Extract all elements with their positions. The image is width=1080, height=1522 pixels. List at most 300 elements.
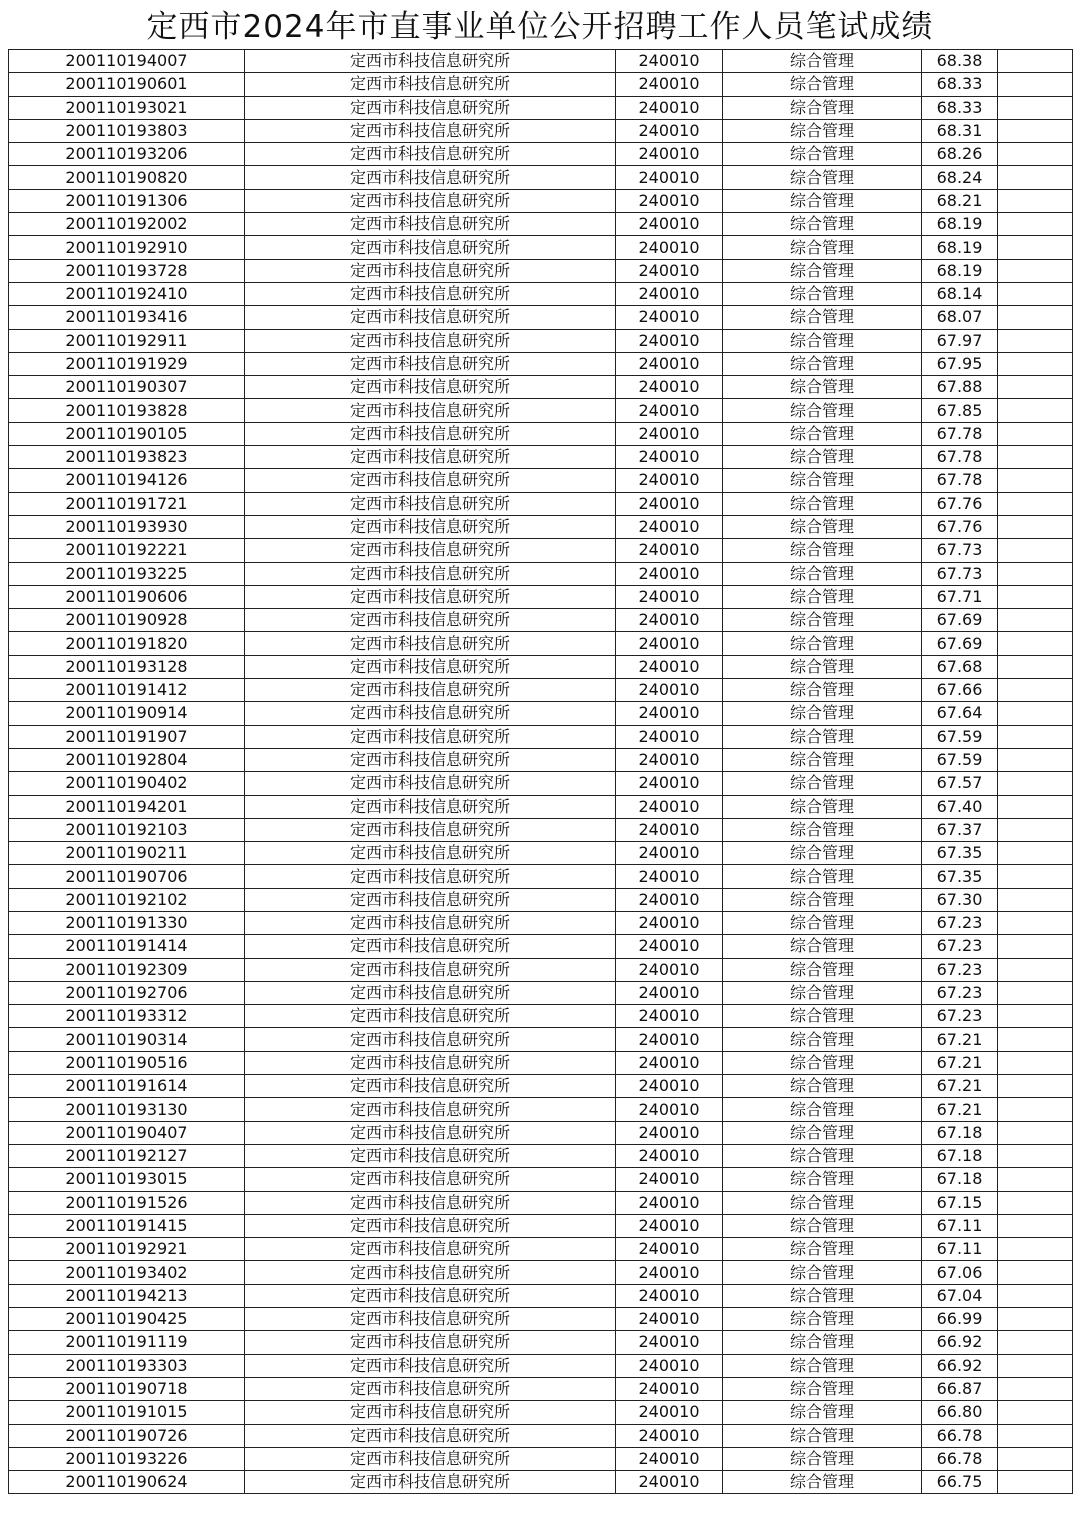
position-code-cell: 240010 bbox=[616, 1284, 723, 1307]
table-row bbox=[9, 73, 1073, 96]
table-row bbox=[9, 958, 1073, 981]
unit-cell: 定西市科技信息研究所 bbox=[245, 515, 616, 538]
score-cell: 67.78 bbox=[922, 422, 998, 445]
exam-id-cell: 200110192102 bbox=[9, 888, 245, 911]
unit-cell: 定西市科技信息研究所 bbox=[245, 282, 616, 305]
score-cell: 67.37 bbox=[922, 818, 998, 841]
exam-id-cell: 200110190606 bbox=[9, 585, 245, 608]
position-name-cell: 综合管理 bbox=[723, 1214, 922, 1237]
score-cell: 68.33 bbox=[922, 96, 998, 119]
unit-cell: 定西市科技信息研究所 bbox=[245, 50, 616, 73]
note-cell bbox=[998, 469, 1073, 492]
score-cell: 68.07 bbox=[922, 306, 998, 329]
score-cell: 67.11 bbox=[922, 1214, 998, 1237]
table-row bbox=[9, 50, 1073, 73]
position-name-cell: 综合管理 bbox=[723, 1331, 922, 1354]
exam-id-cell: 200110192911 bbox=[9, 329, 245, 352]
unit-cell: 定西市科技信息研究所 bbox=[245, 1051, 616, 1074]
unit-cell: 定西市科技信息研究所 bbox=[245, 632, 616, 655]
position-code-cell: 240010 bbox=[616, 96, 723, 119]
exam-id-cell: 200110190726 bbox=[9, 1424, 245, 1447]
exam-id-cell: 200110191929 bbox=[9, 352, 245, 375]
score-cell: 67.59 bbox=[922, 725, 998, 748]
score-table-body bbox=[9, 50, 1073, 1494]
score-cell: 67.69 bbox=[922, 632, 998, 655]
score-cell: 66.92 bbox=[922, 1331, 998, 1354]
position-name-cell: 综合管理 bbox=[723, 935, 922, 958]
position-name-cell: 综合管理 bbox=[723, 236, 922, 259]
position-code-cell: 240010 bbox=[616, 748, 723, 771]
exam-id-cell: 200110192910 bbox=[9, 236, 245, 259]
unit-cell: 定西市科技信息研究所 bbox=[245, 236, 616, 259]
note-cell bbox=[998, 119, 1073, 142]
position-name-cell: 综合管理 bbox=[723, 609, 922, 632]
exam-id-cell: 200110192221 bbox=[9, 539, 245, 562]
note-cell bbox=[998, 446, 1073, 469]
position-code-cell: 240010 bbox=[616, 1121, 723, 1144]
exam-id-cell: 200110191820 bbox=[9, 632, 245, 655]
note-cell bbox=[998, 562, 1073, 585]
exam-id-cell: 200110193402 bbox=[9, 1261, 245, 1284]
unit-cell: 定西市科技信息研究所 bbox=[245, 1191, 616, 1214]
table-row bbox=[9, 1424, 1073, 1447]
score-cell: 68.14 bbox=[922, 282, 998, 305]
unit-cell: 定西市科技信息研究所 bbox=[245, 679, 616, 702]
score-cell: 68.26 bbox=[922, 143, 998, 166]
score-cell: 67.66 bbox=[922, 679, 998, 702]
position-name-cell: 综合管理 bbox=[723, 562, 922, 585]
table-row bbox=[9, 119, 1073, 142]
table-row bbox=[9, 1075, 1073, 1098]
unit-cell: 定西市科技信息研究所 bbox=[245, 748, 616, 771]
note-cell bbox=[998, 1191, 1073, 1214]
note-cell bbox=[998, 399, 1073, 422]
score-cell: 67.18 bbox=[922, 1121, 998, 1144]
unit-cell: 定西市科技信息研究所 bbox=[245, 1214, 616, 1237]
position-name-cell: 综合管理 bbox=[723, 1354, 922, 1377]
position-name-cell: 综合管理 bbox=[723, 1447, 922, 1470]
position-code-cell: 240010 bbox=[616, 1191, 723, 1214]
position-name-cell: 综合管理 bbox=[723, 725, 922, 748]
note-cell bbox=[998, 888, 1073, 911]
table-row bbox=[9, 422, 1073, 445]
note-cell bbox=[998, 1168, 1073, 1191]
score-cell: 66.78 bbox=[922, 1424, 998, 1447]
score-cell: 67.95 bbox=[922, 352, 998, 375]
position-name-cell: 综合管理 bbox=[723, 1401, 922, 1424]
note-cell bbox=[998, 376, 1073, 399]
table-row bbox=[9, 166, 1073, 189]
table-row bbox=[9, 1377, 1073, 1400]
unit-cell: 定西市科技信息研究所 bbox=[245, 1261, 616, 1284]
score-cell: 67.85 bbox=[922, 399, 998, 422]
position-code-cell: 240010 bbox=[616, 958, 723, 981]
exam-id-cell: 200110192103 bbox=[9, 818, 245, 841]
position-name-cell: 综合管理 bbox=[723, 1028, 922, 1051]
exam-id-cell: 200110194126 bbox=[9, 469, 245, 492]
score-cell: 67.23 bbox=[922, 981, 998, 1004]
position-code-cell: 240010 bbox=[616, 143, 723, 166]
table-row bbox=[9, 96, 1073, 119]
position-name-cell: 综合管理 bbox=[723, 329, 922, 352]
table-row bbox=[9, 282, 1073, 305]
position-code-cell: 240010 bbox=[616, 725, 723, 748]
position-code-cell: 240010 bbox=[616, 1144, 723, 1167]
position-code-cell: 240010 bbox=[616, 189, 723, 212]
position-code-cell: 240010 bbox=[616, 679, 723, 702]
unit-cell: 定西市科技信息研究所 bbox=[245, 795, 616, 818]
position-name-cell: 综合管理 bbox=[723, 1098, 922, 1121]
exam-id-cell: 200110193226 bbox=[9, 1447, 245, 1470]
table-row bbox=[9, 236, 1073, 259]
position-code-cell: 240010 bbox=[616, 1331, 723, 1354]
table-row bbox=[9, 655, 1073, 678]
position-code-cell: 240010 bbox=[616, 213, 723, 236]
table-row bbox=[9, 1168, 1073, 1191]
note-cell bbox=[998, 679, 1073, 702]
exam-id-cell: 200110193021 bbox=[9, 96, 245, 119]
note-cell bbox=[998, 655, 1073, 678]
exam-id-cell: 200110191412 bbox=[9, 679, 245, 702]
table-row bbox=[9, 818, 1073, 841]
position-name-cell: 综合管理 bbox=[723, 679, 922, 702]
score-cell: 67.78 bbox=[922, 446, 998, 469]
exam-id-cell: 200110193823 bbox=[9, 446, 245, 469]
score-cell: 67.57 bbox=[922, 772, 998, 795]
score-cell: 67.23 bbox=[922, 935, 998, 958]
note-cell bbox=[998, 1424, 1073, 1447]
unit-cell: 定西市科技信息研究所 bbox=[245, 1028, 616, 1051]
score-cell: 66.92 bbox=[922, 1354, 998, 1377]
position-code-cell: 240010 bbox=[616, 818, 723, 841]
unit-cell: 定西市科技信息研究所 bbox=[245, 329, 616, 352]
note-cell bbox=[998, 1005, 1073, 1028]
unit-cell: 定西市科技信息研究所 bbox=[245, 1098, 616, 1121]
position-code-cell: 240010 bbox=[616, 259, 723, 282]
score-cell: 67.97 bbox=[922, 329, 998, 352]
exam-id-cell: 200110190211 bbox=[9, 842, 245, 865]
unit-cell: 定西市科技信息研究所 bbox=[245, 911, 616, 934]
unit-cell: 定西市科技信息研究所 bbox=[245, 585, 616, 608]
note-cell bbox=[998, 515, 1073, 538]
exam-id-cell: 200110190105 bbox=[9, 422, 245, 445]
unit-cell: 定西市科技信息研究所 bbox=[245, 189, 616, 212]
note-cell bbox=[998, 259, 1073, 282]
note-cell bbox=[998, 1471, 1073, 1494]
note-cell bbox=[998, 1098, 1073, 1121]
score-cell: 68.19 bbox=[922, 213, 998, 236]
table-row bbox=[9, 515, 1073, 538]
position-name-cell: 综合管理 bbox=[723, 958, 922, 981]
score-cell: 66.80 bbox=[922, 1401, 998, 1424]
unit-cell: 定西市科技信息研究所 bbox=[245, 609, 616, 632]
score-cell: 68.21 bbox=[922, 189, 998, 212]
table-row bbox=[9, 446, 1073, 469]
exam-id-cell: 200110193803 bbox=[9, 119, 245, 142]
position-code-cell: 240010 bbox=[616, 469, 723, 492]
unit-cell: 定西市科技信息研究所 bbox=[245, 119, 616, 142]
score-cell: 67.35 bbox=[922, 865, 998, 888]
position-code-cell: 240010 bbox=[616, 422, 723, 445]
exam-id-cell: 200110193225 bbox=[9, 562, 245, 585]
score-cell: 66.87 bbox=[922, 1377, 998, 1400]
position-code-cell: 240010 bbox=[616, 655, 723, 678]
position-code-cell: 240010 bbox=[616, 446, 723, 469]
score-cell: 67.73 bbox=[922, 562, 998, 585]
note-cell bbox=[998, 1401, 1073, 1424]
position-code-cell: 240010 bbox=[616, 1471, 723, 1494]
exam-id-cell: 200110192410 bbox=[9, 282, 245, 305]
position-code-cell: 240010 bbox=[616, 306, 723, 329]
note-cell bbox=[998, 1447, 1073, 1470]
position-name-cell: 综合管理 bbox=[723, 1144, 922, 1167]
table-row bbox=[9, 259, 1073, 282]
unit-cell: 定西市科技信息研究所 bbox=[245, 1424, 616, 1447]
table-row bbox=[9, 492, 1073, 515]
table-row bbox=[9, 981, 1073, 1004]
exam-id-cell: 200110193312 bbox=[9, 1005, 245, 1028]
exam-id-cell: 200110190307 bbox=[9, 376, 245, 399]
table-row bbox=[9, 935, 1073, 958]
unit-cell: 定西市科技信息研究所 bbox=[245, 1377, 616, 1400]
table-row bbox=[9, 1331, 1073, 1354]
position-name-cell: 综合管理 bbox=[723, 632, 922, 655]
table-row bbox=[9, 585, 1073, 608]
position-name-cell: 综合管理 bbox=[723, 981, 922, 1004]
note-cell bbox=[998, 842, 1073, 865]
position-code-cell: 240010 bbox=[616, 1214, 723, 1237]
position-code-cell: 240010 bbox=[616, 585, 723, 608]
score-cell: 68.19 bbox=[922, 236, 998, 259]
unit-cell: 定西市科技信息研究所 bbox=[245, 1354, 616, 1377]
exam-id-cell: 200110193728 bbox=[9, 259, 245, 282]
exam-id-cell: 200110190914 bbox=[9, 702, 245, 725]
score-cell: 66.99 bbox=[922, 1308, 998, 1331]
position-code-cell: 240010 bbox=[616, 1168, 723, 1191]
note-cell bbox=[998, 1377, 1073, 1400]
exam-id-cell: 200110191526 bbox=[9, 1191, 245, 1214]
score-cell: 67.06 bbox=[922, 1261, 998, 1284]
table-row bbox=[9, 679, 1073, 702]
unit-cell: 定西市科技信息研究所 bbox=[245, 655, 616, 678]
note-cell bbox=[998, 1214, 1073, 1237]
note-cell bbox=[998, 865, 1073, 888]
score-cell: 67.76 bbox=[922, 515, 998, 538]
position-name-cell: 综合管理 bbox=[723, 96, 922, 119]
unit-cell: 定西市科技信息研究所 bbox=[245, 865, 616, 888]
position-name-cell: 综合管理 bbox=[723, 1005, 922, 1028]
unit-cell: 定西市科技信息研究所 bbox=[245, 73, 616, 96]
unit-cell: 定西市科技信息研究所 bbox=[245, 1144, 616, 1167]
table-row bbox=[9, 1401, 1073, 1424]
position-name-cell: 综合管理 bbox=[723, 888, 922, 911]
table-row bbox=[9, 213, 1073, 236]
table-row bbox=[9, 1098, 1073, 1121]
table-row bbox=[9, 1191, 1073, 1214]
position-name-cell: 综合管理 bbox=[723, 539, 922, 562]
table-row bbox=[9, 539, 1073, 562]
position-name-cell: 综合管理 bbox=[723, 911, 922, 934]
unit-cell: 定西市科技信息研究所 bbox=[245, 1075, 616, 1098]
exam-id-cell: 200110190706 bbox=[9, 865, 245, 888]
unit-cell: 定西市科技信息研究所 bbox=[245, 422, 616, 445]
note-cell bbox=[998, 539, 1073, 562]
unit-cell: 定西市科技信息研究所 bbox=[245, 1308, 616, 1331]
position-code-cell: 240010 bbox=[616, 539, 723, 562]
note-cell bbox=[998, 189, 1073, 212]
note-cell bbox=[998, 725, 1073, 748]
score-cell: 67.21 bbox=[922, 1028, 998, 1051]
page-title: 定西市2024年市直事业单位公开招聘工作人员笔试成绩 bbox=[146, 9, 934, 45]
unit-cell: 定西市科技信息研究所 bbox=[245, 981, 616, 1004]
table-row bbox=[9, 1308, 1073, 1331]
table-row bbox=[9, 1471, 1073, 1494]
exam-id-cell: 200110190820 bbox=[9, 166, 245, 189]
note-cell bbox=[998, 306, 1073, 329]
exam-id-cell: 200110191415 bbox=[9, 1214, 245, 1237]
exam-id-cell: 200110191907 bbox=[9, 725, 245, 748]
score-cell: 67.40 bbox=[922, 795, 998, 818]
exam-id-cell: 200110193128 bbox=[9, 655, 245, 678]
unit-cell: 定西市科技信息研究所 bbox=[245, 446, 616, 469]
unit-cell: 定西市科技信息研究所 bbox=[245, 539, 616, 562]
table-row bbox=[9, 748, 1073, 771]
unit-cell: 定西市科技信息研究所 bbox=[245, 888, 616, 911]
note-cell bbox=[998, 935, 1073, 958]
exam-id-cell: 200110194213 bbox=[9, 1284, 245, 1307]
note-cell bbox=[998, 795, 1073, 818]
note-cell bbox=[998, 958, 1073, 981]
position-code-cell: 240010 bbox=[616, 1377, 723, 1400]
unit-cell: 定西市科技信息研究所 bbox=[245, 1238, 616, 1261]
table-row bbox=[9, 1354, 1073, 1377]
exam-id-cell: 200110191119 bbox=[9, 1331, 245, 1354]
table-row bbox=[9, 1238, 1073, 1261]
position-name-cell: 综合管理 bbox=[723, 1191, 922, 1214]
note-cell bbox=[998, 632, 1073, 655]
exam-id-cell: 200110192804 bbox=[9, 748, 245, 771]
note-cell bbox=[998, 352, 1073, 375]
table-row bbox=[9, 189, 1073, 212]
exam-id-cell: 200110190928 bbox=[9, 609, 245, 632]
position-code-cell: 240010 bbox=[616, 865, 723, 888]
position-name-cell: 综合管理 bbox=[723, 469, 922, 492]
position-name-cell: 综合管理 bbox=[723, 119, 922, 142]
table-row bbox=[9, 562, 1073, 585]
position-code-cell: 240010 bbox=[616, 795, 723, 818]
position-name-cell: 综合管理 bbox=[723, 865, 922, 888]
position-code-cell: 240010 bbox=[616, 492, 723, 515]
exam-id-cell: 200110192127 bbox=[9, 1144, 245, 1167]
position-name-cell: 综合管理 bbox=[723, 655, 922, 678]
exam-id-cell: 200110191015 bbox=[9, 1401, 245, 1424]
note-cell bbox=[998, 96, 1073, 119]
position-name-cell: 综合管理 bbox=[723, 73, 922, 96]
score-cell: 67.69 bbox=[922, 609, 998, 632]
exam-id-cell: 200110191614 bbox=[9, 1075, 245, 1098]
position-code-cell: 240010 bbox=[616, 376, 723, 399]
exam-id-cell: 200110190314 bbox=[9, 1028, 245, 1051]
unit-cell: 定西市科技信息研究所 bbox=[245, 1471, 616, 1494]
position-code-cell: 240010 bbox=[616, 166, 723, 189]
exam-id-cell: 200110193130 bbox=[9, 1098, 245, 1121]
score-cell: 67.21 bbox=[922, 1098, 998, 1121]
position-name-cell: 综合管理 bbox=[723, 585, 922, 608]
note-cell bbox=[998, 585, 1073, 608]
unit-cell: 定西市科技信息研究所 bbox=[245, 352, 616, 375]
exam-id-cell: 200110191330 bbox=[9, 911, 245, 934]
position-name-cell: 综合管理 bbox=[723, 1284, 922, 1307]
unit-cell: 定西市科技信息研究所 bbox=[245, 492, 616, 515]
position-name-cell: 综合管理 bbox=[723, 259, 922, 282]
score-cell: 68.19 bbox=[922, 259, 998, 282]
position-code-cell: 240010 bbox=[616, 73, 723, 96]
score-cell: 67.88 bbox=[922, 376, 998, 399]
note-cell bbox=[998, 1028, 1073, 1051]
position-code-cell: 240010 bbox=[616, 562, 723, 585]
unit-cell: 定西市科技信息研究所 bbox=[245, 213, 616, 236]
note-cell bbox=[998, 911, 1073, 934]
note-cell bbox=[998, 1308, 1073, 1331]
unit-cell: 定西市科技信息研究所 bbox=[245, 96, 616, 119]
table-row bbox=[9, 306, 1073, 329]
score-cell: 67.64 bbox=[922, 702, 998, 725]
position-name-cell: 综合管理 bbox=[723, 748, 922, 771]
position-code-cell: 240010 bbox=[616, 1075, 723, 1098]
unit-cell: 定西市科技信息研究所 bbox=[245, 772, 616, 795]
score-cell: 67.59 bbox=[922, 748, 998, 771]
table-row bbox=[9, 911, 1073, 934]
position-name-cell: 综合管理 bbox=[723, 213, 922, 236]
position-code-cell: 240010 bbox=[616, 772, 723, 795]
position-code-cell: 240010 bbox=[616, 702, 723, 725]
note-cell bbox=[998, 1121, 1073, 1144]
exam-id-cell: 200110192309 bbox=[9, 958, 245, 981]
table-row bbox=[9, 143, 1073, 166]
note-cell bbox=[998, 1261, 1073, 1284]
score-cell: 68.33 bbox=[922, 73, 998, 96]
position-name-cell: 综合管理 bbox=[723, 376, 922, 399]
exam-id-cell: 200110190624 bbox=[9, 1471, 245, 1494]
unit-cell: 定西市科技信息研究所 bbox=[245, 702, 616, 725]
unit-cell: 定西市科技信息研究所 bbox=[245, 306, 616, 329]
position-name-cell: 综合管理 bbox=[723, 1377, 922, 1400]
unit-cell: 定西市科技信息研究所 bbox=[245, 166, 616, 189]
table-row bbox=[9, 842, 1073, 865]
note-cell bbox=[998, 818, 1073, 841]
exam-id-cell: 200110193416 bbox=[9, 306, 245, 329]
position-code-cell: 240010 bbox=[616, 935, 723, 958]
exam-id-cell: 200110191721 bbox=[9, 492, 245, 515]
position-name-cell: 综合管理 bbox=[723, 399, 922, 422]
note-cell bbox=[998, 329, 1073, 352]
unit-cell: 定西市科技信息研究所 bbox=[245, 1121, 616, 1144]
exam-id-cell: 200110192706 bbox=[9, 981, 245, 1004]
position-name-cell: 综合管理 bbox=[723, 1471, 922, 1494]
exam-id-cell: 200110192921 bbox=[9, 1238, 245, 1261]
note-cell bbox=[998, 166, 1073, 189]
unit-cell: 定西市科技信息研究所 bbox=[245, 259, 616, 282]
position-code-cell: 240010 bbox=[616, 236, 723, 259]
position-name-cell: 综合管理 bbox=[723, 702, 922, 725]
table-row bbox=[9, 609, 1073, 632]
table-row bbox=[9, 329, 1073, 352]
unit-cell: 定西市科技信息研究所 bbox=[245, 376, 616, 399]
table-row bbox=[9, 1051, 1073, 1074]
note-cell bbox=[998, 73, 1073, 96]
score-cell: 67.30 bbox=[922, 888, 998, 911]
table-row bbox=[9, 1261, 1073, 1284]
